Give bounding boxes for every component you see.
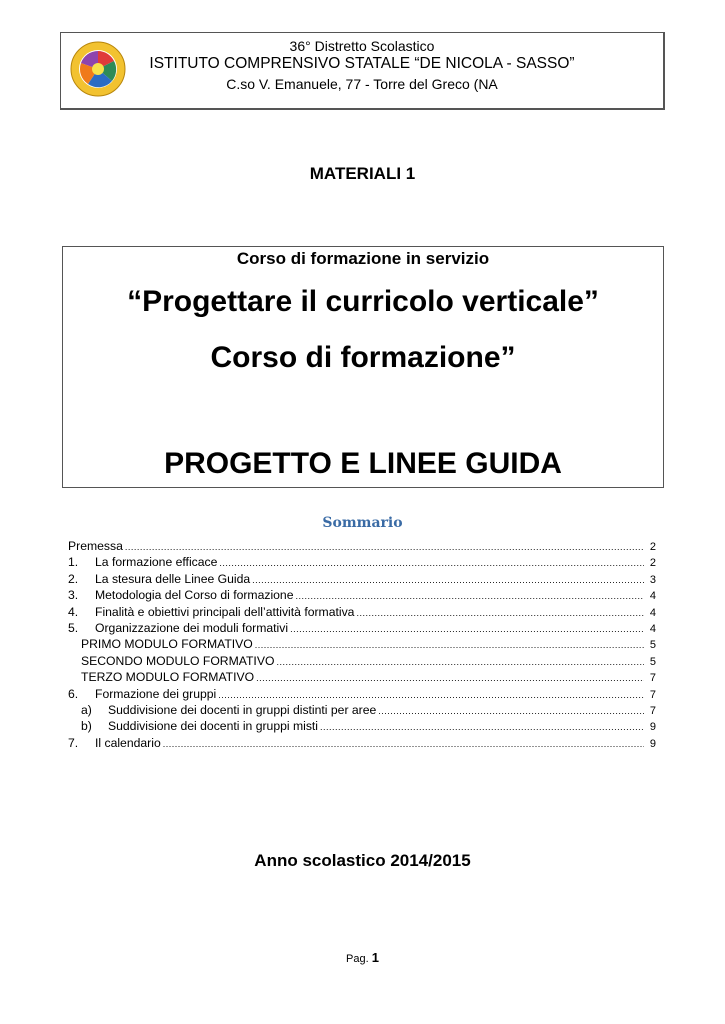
toc-entry-text: Suddivisione dei docenti in gruppi misti — [108, 719, 319, 734]
toc-entry[interactable] — [68, 588, 656, 604]
toc-entry-page: 4 — [649, 622, 656, 635]
toc-leader — [218, 690, 644, 700]
toc-entry-number: b) — [81, 719, 92, 734]
materiali-heading: MATERIALI 1 — [309, 164, 416, 183]
toc-entry-page: 2 — [649, 557, 656, 570]
school-name: ISTITUTO COMPRENSIVO STATALE “DE NICOLA - SASSO” — [149, 55, 575, 72]
toc-entry-number: 5. — [68, 620, 79, 635]
table-of-contents — [68, 539, 656, 752]
toc-leader — [255, 640, 644, 650]
toc-entry-number: a) — [81, 702, 92, 717]
toc-leader — [276, 657, 644, 667]
toc-entry-number: 1. — [68, 555, 79, 570]
toc-entry-text: La stesura delle Linee Guida — [95, 571, 251, 586]
toc-entry-page: 7 — [649, 704, 656, 717]
toc-entry-text: PRIMO MODULO FORMATIVO — [81, 637, 253, 652]
toc-leader — [378, 706, 644, 716]
toc-entry[interactable] — [68, 539, 656, 555]
toc-entry-page: 9 — [649, 721, 656, 734]
toc-heading: Sommario — [322, 515, 403, 531]
toc-entry-number: 6. — [68, 686, 79, 701]
toc-entry-text: Premessa — [68, 539, 123, 553]
toc-entry[interactable] — [68, 670, 656, 686]
toc-leader — [290, 624, 644, 634]
toc-entry-text: Finalità e obiettivi principali dell’attività formativa — [95, 604, 355, 619]
toc-entry-page: 2 — [649, 541, 656, 553]
toc-entry-number: 2. — [68, 571, 79, 586]
toc-entry-text: Organizzazione dei moduli formativi — [95, 620, 289, 635]
school-address: C.so V. Emanuele, 77 - Torre del Greco (NA — [226, 76, 498, 92]
toc-entry-page: 3 — [649, 573, 656, 586]
toc-entry-page: 5 — [649, 639, 656, 652]
school-header — [60, 32, 665, 110]
page-number: 1 — [371, 950, 379, 965]
toc-entry-page: 7 — [649, 672, 656, 685]
toc-entry-text: TERZO MODULO FORMATIVO — [81, 670, 255, 685]
toc-entry-text: Il calendario — [95, 735, 161, 750]
toc-entry-page: 7 — [649, 688, 656, 701]
toc-entry[interactable] — [68, 654, 656, 670]
course-title-line1: “Progettare il curricolo verticale” — [127, 285, 599, 318]
toc-entry-page: 9 — [649, 737, 656, 750]
toc-leader — [219, 558, 644, 568]
page-label: Pag. — [346, 953, 369, 965]
toc-entry[interactable] — [68, 703, 656, 719]
course-title-line2: Corso di formazione” — [210, 341, 516, 374]
toc-entry[interactable] — [68, 572, 656, 588]
toc-entry-page: 4 — [649, 606, 656, 619]
document-title: PROGETTO E LINEE GUIDA — [164, 447, 562, 480]
toc-entry-number: 3. — [68, 588, 79, 603]
school-year: Anno scolastico 2014/2015 — [254, 851, 471, 870]
toc-entry-page: 5 — [649, 655, 656, 668]
toc-entry-text: SECONDO MODULO FORMATIVO — [81, 653, 275, 668]
toc-entry-text: Formazione dei gruppi — [95, 686, 217, 701]
toc-entry[interactable] — [68, 605, 656, 621]
toc-entry-page: 4 — [649, 590, 656, 603]
page-footer — [0, 950, 725, 965]
toc-entry-number: 4. — [68, 604, 79, 619]
toc-leader — [356, 608, 644, 618]
toc-entry-number: 7. — [68, 735, 79, 750]
toc-leader — [296, 591, 645, 601]
district-label: 36° Distretto Scolastico — [289, 38, 435, 54]
toc-entry[interactable] — [68, 687, 656, 703]
course-title-box — [62, 246, 664, 488]
toc-leader — [256, 673, 644, 683]
toc-leader — [163, 739, 644, 749]
toc-entry[interactable] — [68, 555, 656, 571]
toc-entry[interactable] — [68, 736, 656, 752]
toc-entry[interactable] — [68, 637, 656, 653]
toc-entry-text: La formazione efficace — [95, 555, 218, 570]
course-subtitle: Corso di formazione in servizio — [236, 249, 490, 268]
toc-leader — [320, 722, 644, 732]
toc-entry[interactable] — [68, 621, 656, 637]
toc-entry-text: Metodologia del Corso di formazione — [95, 588, 294, 603]
toc-leader — [252, 575, 644, 585]
toc-entry-text: Suddivisione dei docenti in gruppi distinti per aree — [108, 702, 377, 717]
toc-leader — [125, 542, 644, 552]
toc-entry[interactable] — [68, 719, 656, 735]
